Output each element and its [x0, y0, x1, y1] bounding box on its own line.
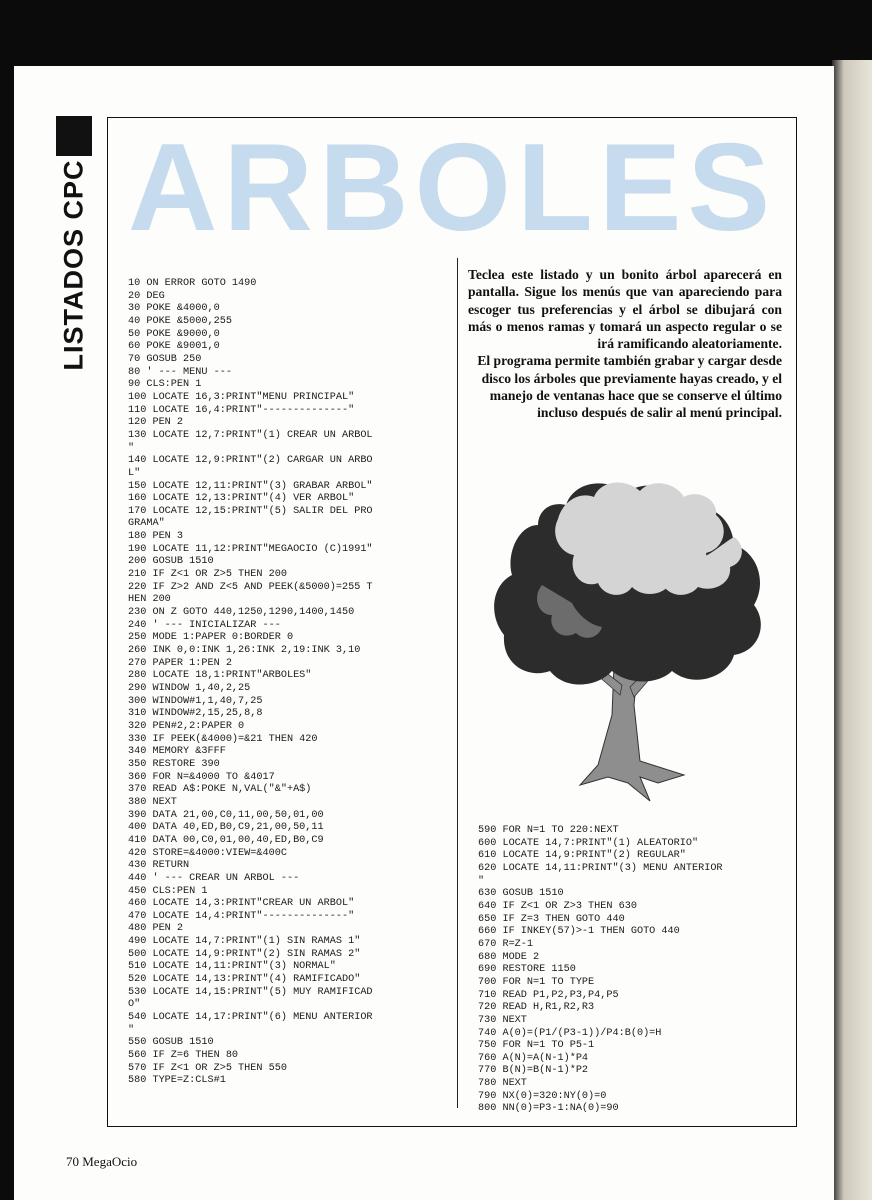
- page-spine-shadow: [832, 60, 872, 1200]
- code-line: 400 DATA 40,ED,B0,C9,21,00,50,11: [128, 822, 324, 834]
- code-line: 180 PEN 3: [128, 531, 184, 543]
- code-line: 700 FOR N=1 TO TYPE: [478, 976, 595, 988]
- code-line: 230 ON Z GOTO 440,1250,1290,1400,1450: [128, 607, 355, 619]
- code-line: 620 LOCATE 14,11:PRINT"(3) MENU ANTERIOR: [478, 862, 723, 874]
- section-label-text: LISTADOS CPC: [58, 159, 89, 371]
- code-line: 590 FOR N=1 TO 220:NEXT: [478, 825, 619, 836]
- code-line: 720 READ H,R1,R2,R3: [478, 1002, 595, 1014]
- code-line: 190 LOCATE 11,12:PRINT"MEGAOCIO (C)1991": [128, 543, 373, 555]
- intro-text: [468, 266, 782, 422]
- code-line: 50 POKE &9000,0: [128, 328, 220, 340]
- code-line: 450 CLS:PEN 1: [128, 885, 208, 897]
- code-line: 340 MEMORY &3FFF: [128, 746, 226, 758]
- code-line: 290 WINDOW 1,40,2,25: [128, 683, 251, 694]
- code-line: 660 IF INKEY(57)>-1 THEN GOTO 440: [478, 926, 680, 938]
- code-line: 120 PEN 2: [128, 417, 184, 429]
- code-line: L": [128, 467, 141, 479]
- code-line: 350 RESTORE 390: [128, 758, 220, 770]
- code-line: 510 LOCATE 14,11:PRINT"(3) NORMAL": [128, 961, 336, 973]
- page-footer: 70 MegaOcio: [66, 1154, 138, 1169]
- code-line: 380 NEXT: [128, 796, 177, 808]
- code-line: 670 R=Z-1: [478, 938, 534, 950]
- code-line: 130 LOCATE 12,7:PRINT"(1) CREAR UN ARBOL: [128, 429, 373, 441]
- code-line: 140 LOCATE 12,9:PRINT"(2) CARGAR UN ARBO: [128, 455, 373, 467]
- code-line: 680 MODE 2: [478, 951, 540, 963]
- code-line: 610 LOCATE 14,9:PRINT"(2) REGULAR": [478, 850, 686, 862]
- code-line: 40 POKE &5000,255: [128, 315, 232, 327]
- code-line: 160 LOCATE 12,13:PRINT"(4) VER ARBOL": [128, 493, 355, 505]
- code-line: 470 LOCATE 14,4:PRINT"--------------": [128, 910, 355, 922]
- code-line: 460 LOCATE 14,3:PRINT"CREAR UN ARBOL": [128, 898, 355, 910]
- code-line: 330 IF PEEK(&4000)=&21 THEN 420: [128, 733, 318, 745]
- code-line: 210 IF Z<1 OR Z>5 THEN 200: [128, 569, 287, 581]
- code-line: 630 GOSUB 1510: [478, 888, 564, 900]
- code-line: 800 NN(0)=P3-1:NA(0)=90: [478, 1103, 619, 1115]
- code-line: 200 GOSUB 1510: [128, 556, 214, 568]
- code-line: 420 STORE=&4000:VIEW=&400C: [128, 847, 287, 859]
- code-line: 640 IF Z<1 OR Z>3 THEN 630: [478, 900, 637, 912]
- code-line: 780 NEXT: [478, 1078, 527, 1090]
- code-line: 30 POKE &4000,0: [128, 303, 220, 315]
- code-line: 550 GOSUB 1510: [128, 1037, 214, 1049]
- code-line: 280 LOCATE 18,1:PRINT"ARBOLES": [128, 670, 312, 682]
- code-line: 220 IF Z>2 AND Z<5 AND PEEK(&5000)=255 T: [128, 581, 373, 593]
- code-line: 770 B(N)=B(N-1)*P2: [478, 1065, 589, 1077]
- code-line: 750 FOR N=1 TO P5-1: [478, 1040, 595, 1052]
- section-label: [56, 160, 92, 370]
- code-line: 80 ' --- MENU ---: [128, 366, 232, 378]
- code-line: 260 INK 0,0:INK 1,26:INK 2,19:INK 3,10: [128, 645, 361, 657]
- code-line: 70 GOSUB 250: [128, 353, 202, 365]
- code-line: 530 LOCATE 14,15:PRINT"(5) MUY RAMIFICAD: [128, 986, 373, 998]
- code-line: 390 DATA 21,00,C0,11,00,50,01,00: [128, 809, 324, 821]
- code-line: GRAMA": [128, 518, 165, 530]
- code-line: 600 LOCATE 14,7:PRINT"(1) ALEATORIO": [478, 837, 699, 849]
- tree-illustration: [488, 465, 768, 810]
- code-line: 480 PEN 2: [128, 923, 184, 935]
- code-line: 20 DEG: [128, 290, 165, 302]
- code-line: 490 LOCATE 14,7:PRINT"(1) SIN RAMAS 1": [128, 936, 361, 948]
- code-line: 710 READ P1,P2,P3,P4,P5: [478, 989, 619, 1001]
- code-line: 580 TYPE=Z:CLS#1: [128, 1075, 226, 1087]
- code-listing-right: [478, 825, 778, 1115]
- code-line: 10 ON ERROR GOTO 1490: [128, 278, 257, 289]
- code-line: ": [128, 442, 135, 454]
- code-line: 410 DATA 00,C0,01,00,40,ED,B0,C9: [128, 834, 324, 846]
- code-line: 60 POKE &9001,0: [128, 341, 220, 353]
- intro-paragraph-2: El programa permite también grabar y cargar desde disco los árboles que previamente hayas creado, y el manejo de ventanas hace que se conserve el último incluso después de salir al menú principal.: [477, 353, 782, 421]
- code-line: 440 ' --- CREAR UN ARBOL ---: [128, 872, 300, 884]
- code-line: 240 ' --- INICIALIZAR ---: [128, 619, 281, 631]
- column-divider: [457, 258, 458, 1108]
- intro-paragraph-1: Teclea este listado y un bonito árbol aparecerá en pantalla. Sigue los menús que van apareciendo para escoger tus preferencias y el árbol se dibujará con más o menos ramas y tomará un aspecto regular o se irá ramificando aleatoriamente.: [468, 267, 782, 352]
- code-line: 360 FOR N=&4000 TO &4017: [128, 771, 275, 783]
- code-line: 100 LOCATE 16,3:PRINT"MENU PRINCIPAL": [128, 391, 355, 403]
- code-line: 110 LOCATE 16,4:PRINT"--------------": [128, 404, 355, 416]
- code-line: 370 READ A$:POKE N,VAL("&"+A$): [128, 784, 312, 796]
- code-line: 740 A(0)=(P1/(P3-1))/P4:B(0)=H: [478, 1027, 662, 1039]
- code-line: 650 IF Z=3 THEN GOTO 440: [478, 913, 625, 925]
- code-line: 300 WINDOW#1,1,40,7,25: [128, 695, 263, 707]
- code-line: 250 MODE 1:PAPER 0:BORDER 0: [128, 632, 294, 644]
- code-line: 790 NX(0)=320:NY(0)=0: [478, 1090, 607, 1102]
- code-line: 270 PAPER 1:PEN 2: [128, 657, 232, 669]
- article-title: ARBOLES: [127, 119, 777, 257]
- code-line: 560 IF Z=6 THEN 80: [128, 1050, 239, 1062]
- code-listing-left: [128, 278, 428, 1104]
- code-line: 690 RESTORE 1150: [478, 964, 576, 976]
- tree-canopy: [494, 482, 761, 684]
- code-line: O": [128, 999, 141, 1011]
- code-line: 500 LOCATE 14,9:PRINT"(2) SIN RAMAS 2": [128, 948, 361, 960]
- code-line: 90 CLS:PEN 1: [128, 379, 202, 391]
- section-tab-marker: [56, 116, 92, 156]
- code-line: HEN 200: [128, 594, 171, 606]
- code-line: ": [478, 875, 485, 887]
- code-line: 730 NEXT: [478, 1014, 527, 1026]
- code-line: 320 PEN#2,2:PAPER 0: [128, 720, 245, 732]
- code-line: 170 LOCATE 12,15:PRINT"(5) SALIR DEL PRO: [128, 505, 373, 517]
- code-line: 430 RETURN: [128, 860, 190, 872]
- code-line: 310 WINDOW#2,15,25,8,8: [128, 708, 263, 720]
- code-line: ": [128, 1024, 135, 1036]
- code-line: 540 LOCATE 14,17:PRINT"(6) MENU ANTERIOR: [128, 1012, 373, 1024]
- code-line: 570 IF Z<1 OR Z>5 THEN 550: [128, 1062, 287, 1074]
- code-line: 760 A(N)=A(N-1)*P4: [478, 1052, 589, 1064]
- code-line: 150 LOCATE 12,11:PRINT"(3) GRABAR ARBOL": [128, 480, 373, 492]
- code-line: 520 LOCATE 14,13:PRINT"(4) RAMIFICADO": [128, 974, 361, 986]
